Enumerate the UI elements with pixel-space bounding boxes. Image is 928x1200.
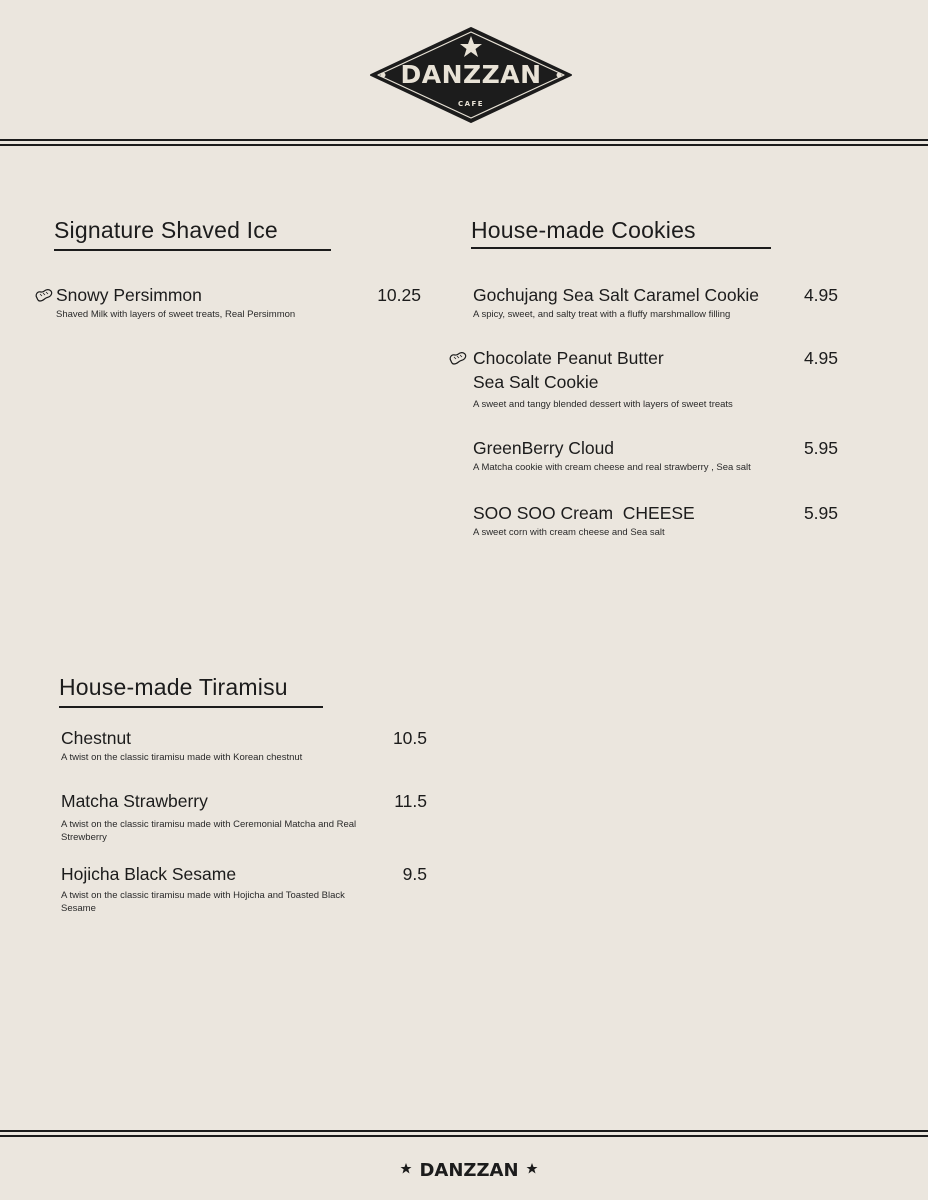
section-underline [59, 706, 323, 708]
item-name: SOO SOO Cream CHEESE [473, 503, 695, 523]
list-item [473, 436, 793, 474]
item-description: A twist on the classic tiramisu made with Korean chestnut [61, 752, 303, 763]
item-description: A sweet corn with cream cheese and Sea salt [473, 527, 665, 538]
section-title-tiramisu: House-made Tiramisu [59, 674, 288, 700]
footer-rule-bottom [0, 1135, 928, 1137]
item-price: 10.25 [377, 285, 421, 305]
list-item [61, 789, 381, 844]
item-name: Snowy Persimmon [56, 285, 202, 305]
star-icon [401, 1163, 412, 1174]
footer-wordmark: DANZZAN [419, 1160, 519, 1181]
list-item [61, 862, 381, 915]
peanut-icon [34, 288, 54, 302]
item-name: Gochujang Sea Salt Caramel Cookie [473, 285, 759, 305]
list-item [473, 501, 793, 539]
list-item [56, 283, 366, 321]
item-name: Matcha Strawberry [61, 791, 208, 811]
header-rule-bottom [0, 144, 928, 146]
logo-wordmark: DANZZAN [400, 60, 542, 89]
item-description: A Matcha cookie with cream cheese and real strawberry , Sea salt [473, 462, 751, 473]
list-item [61, 726, 381, 764]
list-item [473, 283, 793, 321]
logo-subtitle: CAFE [457, 100, 485, 108]
item-price: 4.95 [803, 285, 838, 305]
item-price: 5.95 [803, 503, 838, 523]
star-icon [527, 1163, 538, 1174]
item-price: 4.95 [803, 348, 838, 368]
item-price: 11.5 [394, 791, 427, 811]
item-price: 5.95 [803, 438, 838, 458]
peanut-icon [448, 351, 468, 365]
item-name: Hojicha Black Sesame [61, 864, 237, 884]
item-price: 9.5 [402, 864, 427, 884]
danzzan-logo [369, 26, 573, 124]
footer-logo [398, 1157, 540, 1181]
item-price: 10.5 [392, 728, 427, 748]
item-description: A spicy, sweet, and salty treat with a fluffy marshmallow filling [473, 309, 731, 320]
section-title-cookies: House-made Cookies [471, 217, 696, 243]
item-description: A twist on the classic tiramisu made with Hojicha and Toasted Black Sesame [61, 890, 345, 914]
header-rule-top [0, 139, 928, 141]
item-description: A twist on the classic tiramisu made with Ceremonial Matcha and Real Strewberry [61, 819, 357, 843]
item-name: GreenBerry Cloud [473, 438, 615, 458]
item-description: Shaved Milk with layers of sweet treats, Real Persimmon [56, 309, 296, 320]
footer-rule-top [0, 1130, 928, 1132]
item-name: Chestnut [61, 728, 132, 748]
section-underline [54, 249, 331, 251]
list-item [473, 346, 793, 411]
section-underline [471, 247, 771, 249]
section-title-shaved-ice: Signature Shaved Ice [54, 217, 278, 243]
item-description: A sweet and tangy blended dessert with layers of sweet treats [473, 399, 733, 410]
item-name: Chocolate Peanut Butter Sea Salt Cookie [473, 348, 664, 392]
